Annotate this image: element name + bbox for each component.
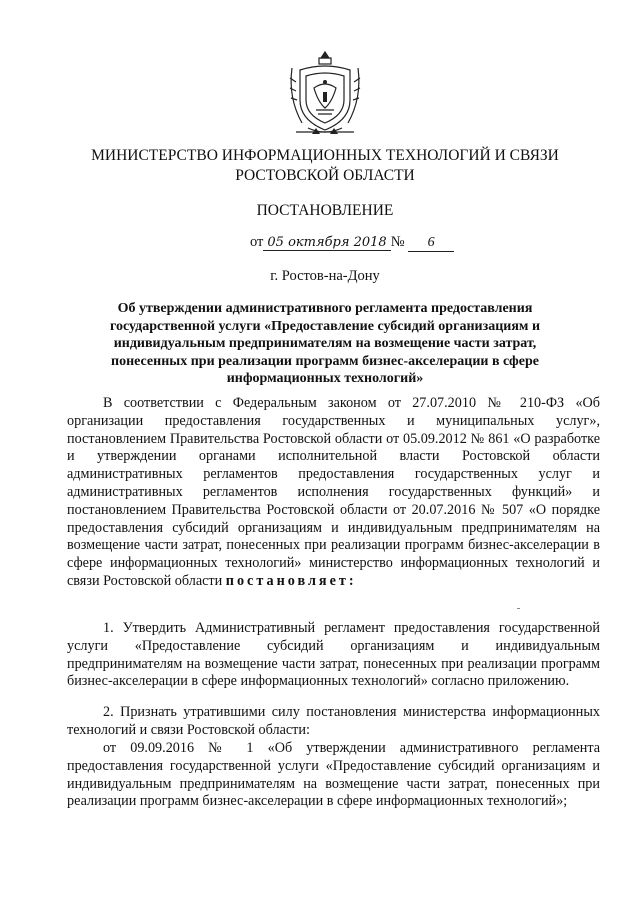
preamble-paragraph: [67, 395, 600, 591]
ministry-line-1: МИНИСТЕРСТВО ИНФОРМАЦИОННЫХ ТЕХНОЛОГИЙ И СВЯЗИ: [91, 147, 559, 164]
ministry-line-2: РОСТОВСКОЙ ОБЛАСТИ: [235, 167, 415, 184]
date-number-line: [250, 234, 454, 252]
item-1-text: 1. Утвердить Административный регламент предоставления государственной услуги «Предоставление субсидий организациям и индивидуальным предпринимателям на возмещение части затрат, понесенных при реализации программ бизнес-акселерации в сфере информационных технологий» согласно приложению.: [67, 620, 600, 690]
item-2-subitem-1-text: от 09.09.2016 № 1 «Об утверждении административного регламента предоставления государственной услуги «Предоставление субсидий организациям и индивидуальным предпринимателям на возмещение части затрат, понесенных при реализации программ бизнес-акселерации в сфере информационных технологий»;: [67, 740, 600, 810]
item-1-paragraph: [67, 620, 600, 691]
preamble-text: В соответствии с Федеральным законом от 27.07.2010 № 210-ФЗ «Об организации предоставления государственных и муниципальных услуг», постановлением Правительства Ростовской области от 05.09.2012 № 861 «О разработке и утверждении органами исполнительной власти Ростовской области административных регламентов предоставления государственных услуг и административных регламентов исполнения государственных функций» и постановлением Правительства Ростовской области от 20.07.2016 № 507 «О порядке предоставления субсидий организациям и индивидуальным предпринимателям на возмещение части затрат, понесенных при реализации программ бизнес-акселерации в сфере информационных технологий» министерство информационных технологий и связи Ростовской области: [67, 395, 600, 589]
number-sign: №: [390, 234, 405, 250]
scan-mark: [517, 608, 520, 609]
decree-word: постановляет:: [225, 572, 357, 589]
document-number: 6: [408, 235, 454, 252]
document-type: ПОСТАНОВЛЕНИЕ: [256, 202, 394, 219]
date-prefix: от: [250, 234, 264, 250]
item-2-subitem-1: [67, 740, 600, 811]
document-title: Об утверждении административного регламента предоставления государственной услуги «Предоставление субсидий организациям и индивидуальным предпринимателям на возмещение части затрат, понесенных при реализации программ бизнес-акселерации в сфере информационных технологий»: [109, 301, 541, 386]
ministry-name: [60, 146, 590, 186]
item-2-paragraph: [67, 704, 600, 740]
coat-of-arms-emblem: [286, 48, 364, 138]
handwritten-date: 05 октября 2018: [263, 235, 390, 251]
city: г. Ростов-на-Дону: [270, 268, 380, 284]
item-2-text: 2. Признать утратившими силу постановления министерства информационных технологий и связи Ростовской области:: [67, 704, 600, 738]
